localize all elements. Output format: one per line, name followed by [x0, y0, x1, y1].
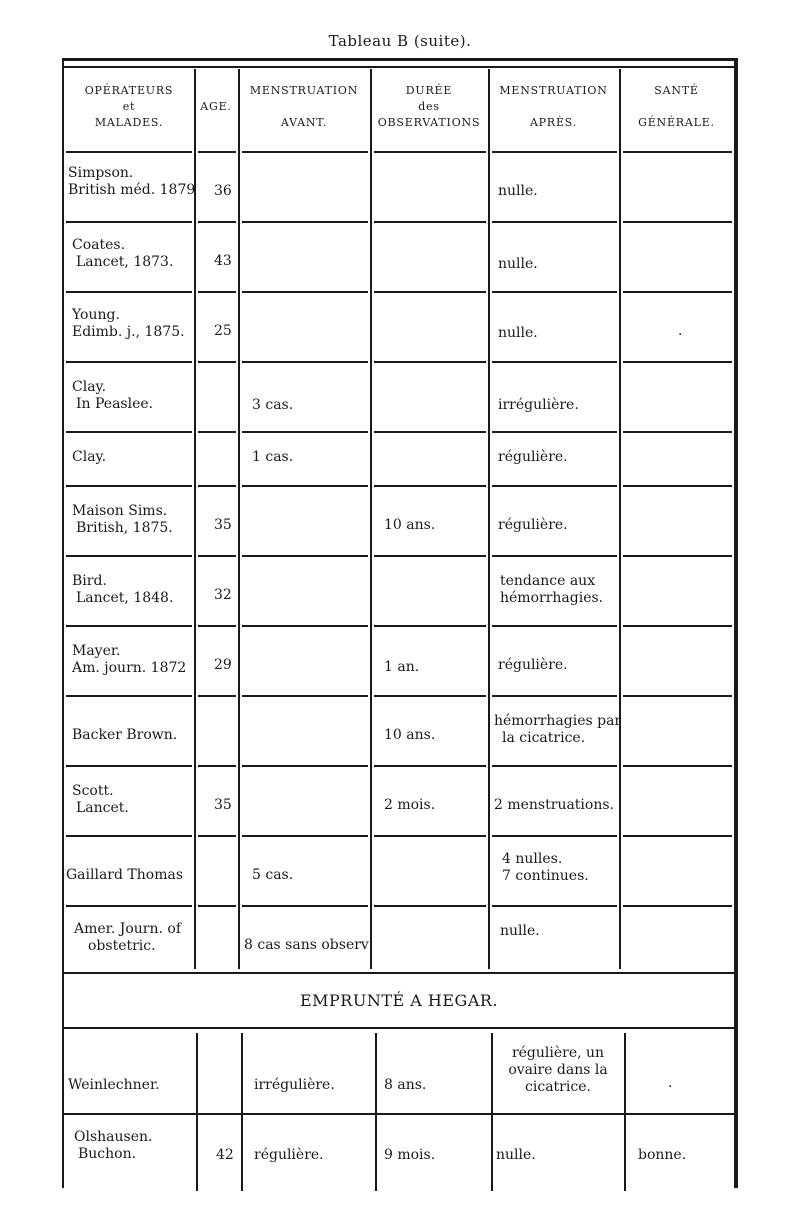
section-rule — [64, 1027, 734, 1029]
table-title: Tableau B (suite). — [328, 32, 472, 50]
row-rule — [492, 555, 617, 557]
row-rule — [374, 905, 486, 907]
cell-duree: 9 mois. — [384, 1147, 436, 1163]
cell-operator: Weinlechner. — [68, 1077, 160, 1093]
row-rule — [242, 695, 368, 697]
header-operateurs: OPÉRATEURS et MALADES. — [84, 84, 174, 129]
row-rule — [492, 361, 617, 363]
row-rule — [66, 695, 192, 697]
cell-age: 25 — [214, 323, 232, 339]
cell-duree: 10 ans. — [384, 727, 436, 743]
row-rule — [242, 151, 368, 153]
cell-duree: 8 ans. — [384, 1077, 427, 1093]
row-rule — [623, 361, 732, 363]
row-rule — [374, 625, 486, 627]
cell-operator: Amer. Journ. of obstetric. — [74, 921, 182, 954]
row-rule — [242, 361, 368, 363]
cell-operator: Olshausen. Buchon. — [74, 1129, 153, 1162]
row-rule — [374, 221, 486, 223]
row-rule — [66, 905, 192, 907]
row-rule — [492, 695, 617, 697]
row-rule — [374, 835, 486, 837]
column-rule — [370, 69, 372, 969]
cell-age: 35 — [214, 517, 232, 533]
row-rule — [492, 221, 617, 223]
header-menstruation-avant: MENSTRUATION AVANT. — [249, 84, 359, 129]
cell-operator: Mayer. Am. journ. 1872 — [72, 643, 187, 676]
row-rule — [66, 291, 192, 293]
cell-duree: 2 mois. — [384, 797, 436, 813]
row-rule — [242, 431, 368, 433]
top-rule — [64, 66, 734, 68]
row-rule — [374, 555, 486, 557]
row-rule — [492, 485, 617, 487]
row-rule — [492, 625, 617, 627]
row-rule — [374, 485, 486, 487]
section-title: EMPRUNTÉ A HEGAR. — [299, 991, 499, 1010]
row-rule — [66, 221, 192, 223]
row-rule — [242, 835, 368, 837]
column-rule — [196, 1033, 198, 1191]
data-table — [62, 58, 738, 1188]
cell-avant: 1 cas. — [252, 449, 294, 465]
cell-age: 43 — [214, 253, 232, 269]
row-rule — [198, 555, 236, 557]
row-rule — [66, 765, 192, 767]
row-rule — [623, 905, 732, 907]
cell-age: 36 — [214, 183, 232, 199]
row-rule — [66, 555, 192, 557]
row-rule — [623, 151, 732, 153]
cell-sante: . — [668, 1075, 673, 1091]
row-rule — [623, 695, 732, 697]
row-rule — [242, 221, 368, 223]
section-rule — [64, 972, 734, 974]
row-rule — [492, 151, 617, 153]
cell-avant: 3 cas. — [252, 397, 294, 413]
cell-apres: régulière. — [498, 657, 568, 673]
row-rule — [374, 431, 486, 433]
row-rule — [374, 765, 486, 767]
cell-operator: Gaillard Thomas — [66, 867, 184, 883]
cell-apres: régulière. — [498, 449, 568, 465]
row-rule — [374, 291, 486, 293]
row-rule — [66, 361, 192, 363]
row-rule — [198, 291, 236, 293]
cell-operator: Maison Sims. British, 1875. — [72, 503, 173, 536]
cell-apres: régulière. — [498, 517, 568, 533]
cell-operator: Backer Brown. — [72, 727, 178, 743]
row-rule — [492, 905, 617, 907]
row-rule — [198, 695, 236, 697]
cell-apres: nulle. — [498, 325, 538, 341]
row-rule — [374, 695, 486, 697]
column-rule — [619, 69, 621, 969]
row-rule — [242, 905, 368, 907]
cell-operator: Scott. Lancet. — [72, 783, 129, 816]
row-rule — [242, 765, 368, 767]
row-rule — [492, 431, 617, 433]
cell-apres: nulle. — [496, 1147, 536, 1163]
row-rule — [623, 431, 732, 433]
row-rule — [66, 625, 192, 627]
cell-age: 32 — [214, 587, 232, 603]
cell-sante: . — [678, 323, 683, 339]
cell-apres: hémorrhagies par la cicatrice. — [494, 713, 622, 746]
cell-apres: nulle. — [500, 923, 540, 939]
row-rule — [66, 835, 192, 837]
cell-operator: Coates. Lancet, 1873. — [72, 237, 174, 270]
row-rule — [623, 485, 732, 487]
cell-operator: Young. Edimb. j., 1875. — [72, 307, 185, 340]
row-rule — [242, 625, 368, 627]
row-rule — [66, 485, 192, 487]
row-rule — [623, 835, 732, 837]
cell-apres: tendance aux hémorrhagies. — [500, 573, 604, 606]
row-rule — [198, 221, 236, 223]
column-rule — [491, 1033, 493, 1191]
cell-age: 29 — [214, 657, 232, 673]
cell-operator: Bird. Lancet, 1848. — [72, 573, 174, 606]
cell-age: 35 — [214, 797, 232, 813]
cell-avant: régulière. — [254, 1147, 324, 1163]
column-rule — [238, 69, 240, 969]
column-rule — [488, 69, 490, 969]
cell-avant: 5 cas. — [252, 867, 294, 883]
header-sante: SANTÉ GÉNÉRALE. — [638, 84, 715, 129]
cell-apres: 2 menstruations. — [494, 797, 614, 813]
row-rule — [623, 291, 732, 293]
row-rule — [623, 765, 732, 767]
cell-duree: 1 an. — [384, 659, 420, 675]
column-rule — [194, 69, 196, 969]
row-rule — [198, 905, 236, 907]
column-rule — [375, 1033, 377, 1191]
row-rule — [374, 361, 486, 363]
column-rule — [241, 1033, 243, 1191]
row-rule — [198, 765, 236, 767]
cell-operator: Clay. — [72, 449, 107, 465]
cell-avant: irrégulière. — [254, 1077, 335, 1093]
cell-apres: 4 nulles. 7 continues. — [502, 851, 589, 884]
cell-apres: nulle. — [498, 183, 538, 199]
row-rule — [66, 431, 192, 433]
row-rule — [198, 361, 236, 363]
header-menstruation-apres: MENSTRUATION APRÈS. — [499, 84, 608, 129]
row-rule — [198, 431, 236, 433]
row-rule — [198, 835, 236, 837]
cell-avant: 8 cas sans observ — [244, 937, 369, 953]
row-rule — [492, 291, 617, 293]
row-rule — [198, 151, 236, 153]
row-rule — [623, 221, 732, 223]
header-age: AGE. — [200, 100, 232, 113]
row-rule — [198, 485, 236, 487]
header-duree: DURÉE des OBSERVATIONS — [377, 84, 481, 129]
cell-operator: Simpson. British méd. 1879 — [68, 165, 196, 198]
row-rule — [64, 1113, 734, 1115]
cell-sante: bonne. — [638, 1147, 687, 1163]
row-rule — [242, 291, 368, 293]
cell-apres: régulière, un ovaire dans la cicatrice. — [508, 1045, 608, 1095]
cell-apres: nulle. — [498, 256, 538, 272]
cell-apres: irrégulière. — [498, 397, 579, 413]
row-rule — [66, 151, 192, 153]
row-rule — [198, 625, 236, 627]
cell-duree: 10 ans. — [384, 517, 436, 533]
row-rule — [242, 555, 368, 557]
cell-age: 42 — [216, 1147, 234, 1163]
column-rule — [624, 1033, 626, 1191]
row-rule — [492, 765, 617, 767]
row-rule — [242, 485, 368, 487]
row-rule — [623, 555, 732, 557]
row-rule — [623, 625, 732, 627]
cell-operator: Clay. In Peaslee. — [72, 379, 154, 412]
row-rule — [492, 835, 617, 837]
row-rule — [374, 151, 486, 153]
